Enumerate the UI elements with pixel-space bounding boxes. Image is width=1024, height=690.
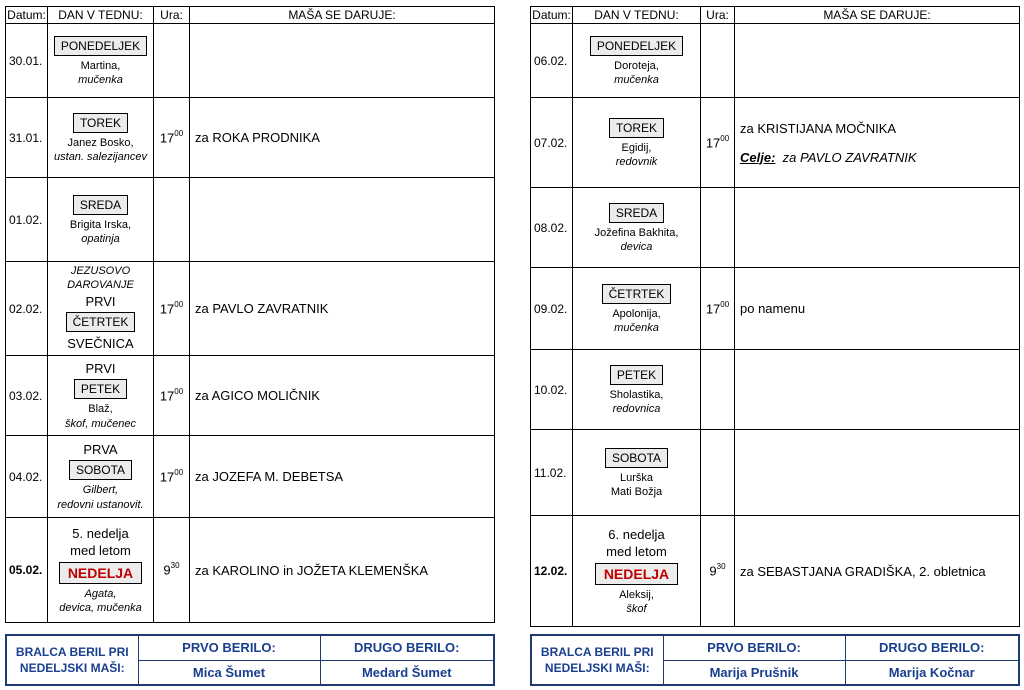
time-header: Ura:	[701, 7, 735, 24]
time-cell	[701, 98, 735, 188]
time-hour: 17	[705, 301, 721, 317]
day-cell	[48, 178, 154, 262]
readers-label-line: BRALCA BERIL PRI	[540, 644, 654, 659]
day-name-box: PETEK	[610, 365, 663, 385]
day-cell	[573, 516, 701, 627]
sunday-title: med letom	[70, 543, 131, 559]
date-cell: 06.02.	[531, 24, 573, 98]
mass-cell	[735, 430, 1020, 516]
time-minutes: 00	[174, 386, 184, 396]
time-minutes: 00	[720, 299, 730, 309]
day-cell	[573, 350, 701, 430]
table-row	[6, 98, 495, 178]
day-name-box: SREDA	[609, 203, 664, 223]
mass-cell	[735, 24, 1020, 98]
mass-header: MAŠA SE DARUJE:	[190, 7, 495, 24]
day-cell	[573, 268, 701, 350]
date-cell: 03.02.	[6, 356, 48, 436]
saint-name: Janez Bosko,	[67, 136, 134, 149]
mass-cell	[735, 188, 1020, 268]
right-readers-table	[530, 634, 1020, 686]
mass-header: MAŠA SE DARUJE:	[735, 7, 1020, 24]
date-cell: 05.02.	[6, 518, 48, 623]
time-hour: 17	[705, 135, 721, 151]
day-name-box: SOBOTA	[69, 460, 132, 480]
saint-name: Egidij,	[621, 141, 652, 154]
table-row	[531, 24, 1020, 98]
feast-name: SVEČNICA	[67, 336, 134, 352]
mass-cell: za PAVLO ZAVRATNIK	[190, 262, 495, 356]
saint-title: ustan. salezijancev	[54, 151, 147, 163]
readers-label	[531, 635, 663, 685]
date-cell: 09.02.	[531, 268, 573, 350]
day-cell	[48, 436, 154, 518]
second-reader-name: Medard Šumet	[320, 660, 494, 685]
readers-label-line: NEDELJSKI MAŠI:	[19, 661, 125, 675]
right-schedule-table	[530, 6, 1020, 627]
left-schedule-table	[5, 6, 495, 623]
table-row	[6, 262, 495, 356]
second-reading-header: DRUGO BERILO:	[845, 635, 1019, 660]
day-prefix: PRVA	[83, 441, 118, 457]
mass-cell	[190, 178, 495, 262]
date-cell: 08.02.	[531, 188, 573, 268]
day-name-box: TOREK	[73, 113, 128, 133]
day-name-box: PONEDELJEK	[590, 36, 683, 56]
day-cell	[48, 356, 154, 436]
time-hour: 17	[159, 469, 175, 485]
date-header: Datum:	[7, 8, 46, 22]
readers-header-row	[6, 635, 494, 660]
mass-cell	[735, 98, 1020, 188]
time-minutes: 00	[720, 133, 730, 143]
time-cell	[154, 356, 190, 436]
saint-name: Sholastika,	[609, 388, 664, 401]
first-reading-header: PRVO BERILO:	[138, 635, 320, 660]
day-cell	[48, 98, 154, 178]
saint-title: redovnik	[615, 156, 658, 168]
saint-name: Agata,	[84, 587, 117, 600]
date-cell: 01.02.	[6, 178, 48, 262]
time-cell	[701, 268, 735, 350]
day-name-box: TOREK	[609, 118, 664, 138]
mass-cell: za ROKA PRODNIKA	[190, 98, 495, 178]
readers-label-line: BRALCA BERIL PRI	[15, 644, 129, 659]
saint-name: Brigita Irska,	[69, 218, 132, 231]
date-cell: 07.02.	[531, 98, 573, 188]
time-minutes: 00	[174, 299, 184, 309]
time-hour: 9	[709, 563, 717, 579]
sunday-title: 5. nedelja	[72, 525, 129, 541]
first-reader-name: Marija Prušnik	[663, 660, 845, 685]
second-reader-name: Marija Kočnar	[845, 660, 1019, 685]
table-row	[531, 98, 1020, 188]
mass-cell: za AGICO MOLIČNIK	[190, 356, 495, 436]
date-cell: 30.01.	[6, 24, 48, 98]
saint-title: redovni ustanovit.	[57, 498, 144, 511]
first-reader-name: Mica Šumet	[138, 660, 320, 685]
readers-label-line: NEDELJSKI MAŠI:	[544, 661, 650, 675]
saint-title: mučenka	[78, 74, 123, 86]
sunday-title: med letom	[606, 544, 667, 560]
first-reading-header: PRVO BERILO:	[663, 635, 845, 660]
readers-header-row	[531, 635, 1019, 660]
day-name-box: NEDELJA	[595, 563, 678, 585]
day-cell	[573, 188, 701, 268]
location-label: Celje:	[740, 149, 776, 165]
time-cell	[154, 24, 190, 98]
table-row	[531, 350, 1020, 430]
readers-label	[6, 635, 138, 685]
day-cell	[48, 518, 154, 623]
mass-cell: za SEBASTJANA GRADIŠKA, 2. obletnica	[735, 516, 1020, 627]
saint-name: Apolonija,	[612, 307, 661, 320]
mass-cell	[190, 24, 495, 98]
header-row	[6, 7, 495, 24]
time-cell	[701, 430, 735, 516]
time-hour: 17	[159, 130, 175, 146]
time-cell	[701, 188, 735, 268]
mass-cell: po namenu	[735, 268, 1020, 350]
header-row	[531, 7, 1020, 24]
saint-name: Blaž,	[88, 403, 113, 416]
day-name-box: ČETRTEK	[602, 284, 672, 304]
left-readers-table	[5, 634, 495, 686]
saint-title: Mati Božja	[610, 486, 663, 498]
saint-title: devica, mučenka	[59, 602, 142, 615]
date-cell: 11.02.	[531, 430, 573, 516]
date-cell: 02.02.	[6, 262, 48, 356]
date-cell: 10.02.	[531, 350, 573, 430]
saint-title: škof	[626, 603, 647, 616]
day-header: DAN V TEDNU:	[573, 7, 701, 24]
time-cell	[154, 518, 190, 623]
date-header: Datum:	[532, 8, 571, 22]
saint-name: Lurška	[619, 471, 654, 484]
date-cell: 31.01.	[6, 98, 48, 178]
table-row	[531, 516, 1020, 627]
table-row	[6, 436, 495, 518]
day-header: DAN V TEDNU:	[48, 7, 154, 24]
mass-cell: za JOZEFA M. DEBETSA	[190, 436, 495, 518]
saint-title: opatinja	[81, 233, 120, 245]
day-cell	[48, 262, 154, 356]
saint-title: devica	[620, 241, 653, 253]
day-cell	[573, 24, 701, 98]
mass-cell: za KAROLINO in JOŽETA KLEMENŠKA	[190, 518, 495, 623]
saint-name: Doroteja,	[614, 59, 659, 72]
saint-name: Martina,	[80, 59, 121, 72]
day-cell	[573, 98, 701, 188]
mass-cell	[735, 350, 1020, 430]
day-name-box: NEDELJA	[59, 562, 142, 584]
date-cell: 04.02.	[6, 436, 48, 518]
mass-intention-celje	[740, 150, 1019, 165]
table-row	[531, 268, 1020, 350]
table-row	[531, 188, 1020, 268]
saint-name: Jožefina Bakhita,	[594, 226, 679, 239]
time-hour: 9	[163, 562, 171, 578]
feast-title: JEZUSOVO	[70, 265, 131, 278]
saint-name: Aleksij,	[619, 588, 654, 601]
time-minutes: 30	[170, 561, 180, 571]
feast-title: DAROVANJE	[67, 279, 134, 292]
time-cell	[701, 516, 735, 627]
day-name-box: SOBOTA	[605, 448, 668, 468]
saint-title: mučenka	[614, 322, 659, 334]
table-row	[6, 24, 495, 98]
time-cell	[154, 178, 190, 262]
time-header: Ura:	[154, 7, 190, 24]
time-minutes: 00	[174, 128, 184, 138]
day-prefix: PRVI	[85, 360, 116, 376]
day-name-box: SREDA	[73, 195, 128, 215]
table-row	[6, 518, 495, 623]
saint-name: Gilbert,	[82, 484, 119, 497]
saint-title: mučenka	[614, 74, 659, 86]
saint-title: škof, mučenec	[65, 417, 136, 430]
day-name-box: ČETRTEK	[66, 312, 136, 332]
saint-title: redovnica	[612, 403, 661, 415]
time-cell	[154, 436, 190, 518]
celje-intention: za PAVLO ZAVRATNIK	[782, 149, 917, 165]
time-hour: 17	[159, 301, 175, 317]
sunday-title: 6. nedelja	[608, 526, 665, 542]
day-cell	[573, 430, 701, 516]
time-cell	[701, 350, 735, 430]
day-name-box: PONEDELJEK	[54, 36, 147, 56]
time-cell	[154, 98, 190, 178]
day-name-box: PETEK	[74, 379, 127, 399]
second-reading-header: DRUGO BERILO:	[320, 635, 494, 660]
table-row	[6, 356, 495, 436]
table-row	[531, 430, 1020, 516]
time-hour: 17	[159, 388, 175, 404]
table-row	[6, 178, 495, 262]
date-cell: 12.02.	[531, 516, 573, 627]
time-cell	[154, 262, 190, 356]
mass-intention: za KRISTIJANA MOČNIKA	[740, 120, 897, 136]
time-minutes: 30	[716, 562, 726, 572]
time-minutes: 00	[174, 467, 184, 477]
day-cell	[48, 24, 154, 98]
day-prefix: PRVI	[85, 293, 116, 309]
time-cell	[701, 24, 735, 98]
